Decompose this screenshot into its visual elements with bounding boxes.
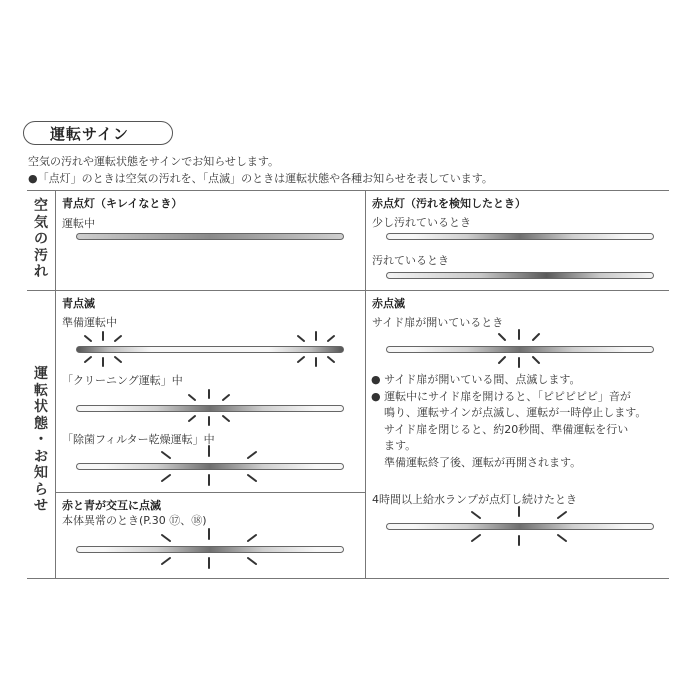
alternating-blink-heading: 赤と青が交互に点滅: [62, 499, 161, 512]
section-title: 運転サイン: [23, 121, 173, 145]
slightly-dirty-label: 少し汚れているとき: [372, 216, 471, 229]
row-label-air: 空 気 の 汚 れ: [34, 198, 48, 280]
filter-dry-run-label: 「除菌フィルター乾燥運転」中: [62, 433, 215, 446]
prep-run-label: 準備運転中: [62, 316, 117, 329]
red-steady-heading: 赤点灯（汚れを検知したとき）: [372, 197, 526, 210]
row-label-status: 運 転 状 態 ・ お 知 ら せ: [34, 366, 48, 514]
intro-text: 空気の汚れや運転状態をサインでお知らせします。: [28, 155, 280, 168]
side-door-open-label: サイド扉が開いているとき: [372, 316, 504, 329]
blue-steady-heading: 青点灯（キレイなとき）: [62, 197, 183, 210]
dirty-label: 汚れているとき: [372, 254, 449, 267]
running-label: 運転中: [62, 217, 95, 230]
blue-blink-heading: 青点滅: [62, 297, 95, 310]
water-lamp-label: 4時間以上給水ランプが点灯し続けたとき: [372, 493, 577, 506]
unit-error-label: 本体異常のとき(P.30 ⑰、⑱): [62, 514, 207, 527]
intro-note: ●「点灯」のときは空気の汚れを、「点滅」のときは運転状態や各種お知らせを表しています。: [28, 172, 493, 185]
red-blink-heading: 赤点滅: [372, 297, 405, 310]
cleaning-run-label: 「クリーニング運転」中: [62, 374, 183, 387]
side-door-notes: ● サイド扉が開いている間、点滅します。 ● 運転中にサイド扉を開けると、「ピピピピピ」音が 鳴り、運転サインが点滅し、運転が一時停止します。 サイド扉を閉じると、約20秒間、準備運転を行い ます。 準備運転終了後、運転が再開されます。: [371, 373, 647, 469]
